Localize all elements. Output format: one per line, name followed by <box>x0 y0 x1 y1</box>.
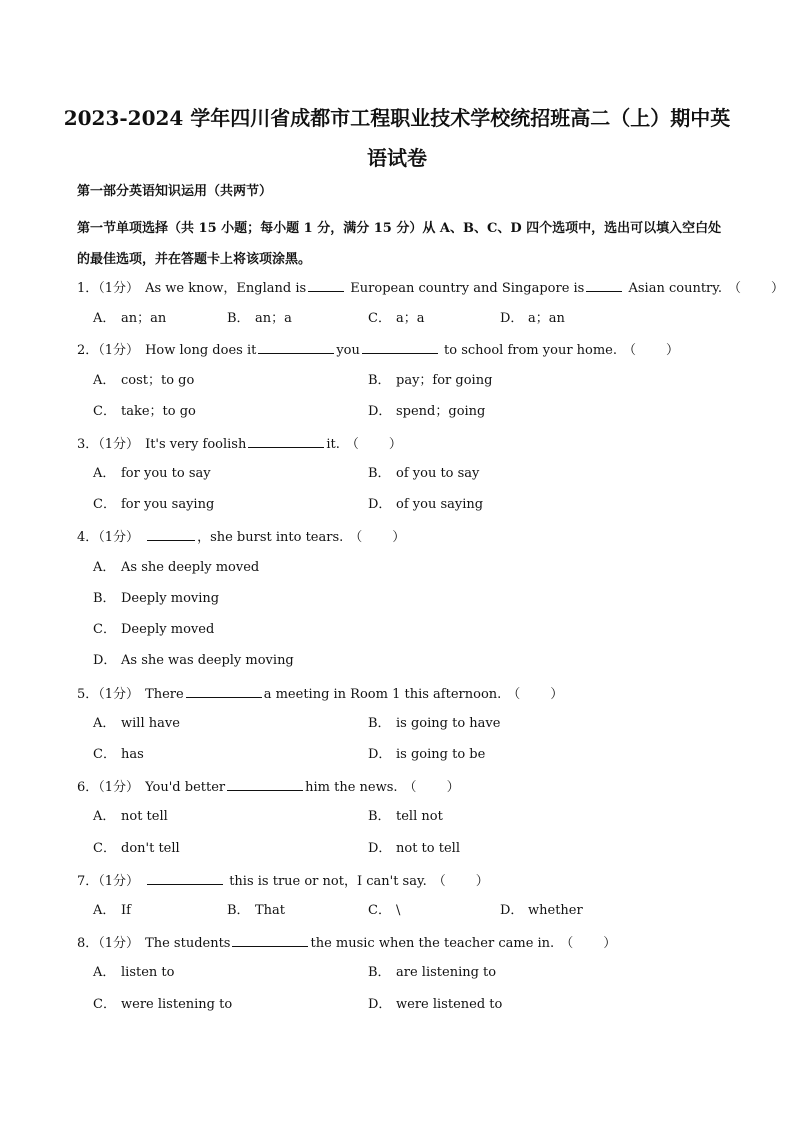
option-letter: B． <box>227 903 250 918</box>
option-text: not tell <box>121 809 168 824</box>
answer-paren-close: ） <box>550 687 564 702</box>
option-text: listen to <box>121 965 175 980</box>
question-6 <box>77 776 727 798</box>
option-d[interactable] <box>500 309 565 329</box>
option-d[interactable] <box>368 839 460 859</box>
answer-blank[interactable] <box>248 433 324 448</box>
answer-paren-close: ） <box>771 281 785 296</box>
option-letter: C． <box>368 903 391 918</box>
option-letter: D． <box>500 311 524 326</box>
answer-blank[interactable] <box>147 526 195 541</box>
question-text: Asian country. <box>624 281 723 296</box>
option-d[interactable] <box>368 995 502 1015</box>
option-letter: B． <box>227 311 250 326</box>
option-a[interactable] <box>93 558 259 578</box>
option-text: an；an <box>121 311 167 326</box>
question-number: 7． <box>77 874 99 889</box>
option-text: not to tell <box>396 841 460 856</box>
question-score: （1分） <box>98 874 140 889</box>
section-heading-part1: 第一部分英语知识运用（共两节） <box>77 184 273 199</box>
option-letter: D． <box>500 903 524 918</box>
question-text: the music when the teacher came in. <box>310 936 555 951</box>
answer-paren-open: （ <box>728 281 742 296</box>
option-letter: B． <box>368 716 391 731</box>
option-letter: C． <box>93 404 116 419</box>
question-text: you <box>336 343 360 358</box>
option-text: for you saying <box>121 497 215 512</box>
option-letter: A． <box>93 965 116 980</box>
question-score: （1分） <box>98 343 140 358</box>
option-text: has <box>121 747 144 762</box>
answer-paren-open: （ <box>403 780 417 795</box>
option-a[interactable] <box>93 714 180 734</box>
option-letter: D． <box>368 997 392 1012</box>
option-c[interactable] <box>368 901 400 921</box>
question-score: （1分） <box>98 687 140 702</box>
question-number: 3． <box>77 437 99 452</box>
answer-blank[interactable] <box>308 277 344 292</box>
question-score: （1分） <box>98 936 140 951</box>
option-text: is going to be <box>396 747 486 762</box>
option-text: a；an <box>528 311 565 326</box>
option-b[interactable] <box>93 589 219 609</box>
question-number: 2． <box>77 343 99 358</box>
option-b[interactable] <box>227 309 292 329</box>
option-text: are listening to <box>396 965 497 980</box>
option-d[interactable] <box>500 901 583 921</box>
question-score: （1分） <box>98 281 140 296</box>
question-number: 8． <box>77 936 99 951</box>
option-text: for you to say <box>121 466 211 481</box>
option-c[interactable] <box>93 620 214 640</box>
option-d[interactable] <box>368 495 483 515</box>
question-number: 6． <box>77 780 99 795</box>
option-letter: D． <box>368 404 392 419</box>
option-b[interactable] <box>368 371 492 391</box>
question-text: As we know，England is <box>145 281 307 296</box>
answer-blank[interactable] <box>362 339 438 354</box>
option-text: cost；to go <box>121 373 195 388</box>
question-text: It's very foolish <box>145 437 247 452</box>
option-text: were listening to <box>121 997 233 1012</box>
option-text: pay；for going <box>396 373 493 388</box>
option-letter: D． <box>368 497 392 512</box>
option-text: tell not <box>396 809 443 824</box>
option-letter: A． <box>93 466 116 481</box>
option-text: whether <box>528 903 583 918</box>
question-text: it. <box>326 437 340 452</box>
option-b[interactable] <box>368 464 479 484</box>
option-b[interactable] <box>368 963 496 983</box>
option-text: is going to have <box>396 716 501 731</box>
option-text: an；a <box>255 311 292 326</box>
option-letter: D． <box>368 747 392 762</box>
option-letter: D． <box>368 841 392 856</box>
answer-paren-open: （ <box>623 343 637 358</box>
question-text: a meeting in Room 1 this afternoon. <box>263 687 502 702</box>
option-a[interactable] <box>93 309 166 329</box>
option-letter: C． <box>368 311 391 326</box>
option-letter: D． <box>93 653 117 668</box>
option-d[interactable] <box>93 651 294 671</box>
option-a[interactable] <box>93 901 131 921</box>
option-letter: B． <box>368 466 391 481</box>
answer-blank[interactable] <box>186 683 262 698</box>
answer-blank[interactable] <box>232 932 308 947</box>
option-text: That <box>255 903 286 918</box>
answer-paren-open: （ <box>345 437 359 452</box>
question-score: （1分） <box>98 530 140 545</box>
option-text: spend；going <box>396 404 486 419</box>
question-text: to school from your home. <box>439 343 618 358</box>
question-number: 4． <box>77 530 99 545</box>
question-text: ，she burst into tears. <box>197 530 344 545</box>
option-letter: C． <box>93 497 116 512</box>
question-text: You'd better <box>145 780 226 795</box>
section-instructions: 第一节单项选择（共 15 小题；每小题 1 分，满分 15 分）从 A、B、C、D 四个选项中，选出可以填入空白处的最佳选项，并在答题卡上将该项涂黑。 <box>77 221 722 267</box>
option-c[interactable] <box>368 309 425 329</box>
option-b[interactable] <box>368 807 443 827</box>
question-2 <box>77 339 727 361</box>
question-score: （1分） <box>98 437 140 452</box>
answer-blank[interactable] <box>586 277 622 292</box>
option-b[interactable] <box>368 714 500 734</box>
answer-blank[interactable] <box>227 776 303 791</box>
option-text: of you to say <box>396 466 480 481</box>
option-a[interactable] <box>93 963 174 983</box>
option-c[interactable] <box>93 839 180 859</box>
option-text: of you saying <box>396 497 484 512</box>
option-text: As she was deeply moving <box>121 653 294 668</box>
option-c[interactable] <box>93 402 196 422</box>
option-letter: C． <box>93 622 116 637</box>
question-score: （1分） <box>98 780 140 795</box>
option-letter: A． <box>93 903 116 918</box>
answer-paren-open: （ <box>432 874 446 889</box>
option-d[interactable] <box>368 402 485 422</box>
option-letter: B． <box>368 809 391 824</box>
option-text: a；a <box>396 311 425 326</box>
question-3 <box>77 433 727 455</box>
option-a[interactable] <box>93 464 211 484</box>
option-letter: C． <box>93 997 116 1012</box>
option-text: \ <box>396 903 401 918</box>
option-text: will have <box>121 716 180 731</box>
option-c[interactable] <box>93 495 214 515</box>
answer-paren-close: ） <box>446 780 460 795</box>
answer-paren-close: ） <box>603 936 617 951</box>
option-letter: C． <box>93 747 116 762</box>
question-1 <box>77 277 785 299</box>
answer-paren-open: （ <box>349 530 363 545</box>
option-letter: A． <box>93 560 116 575</box>
option-letter: B． <box>93 591 116 606</box>
question-8 <box>77 932 727 954</box>
question-text: this is true or not，I can't say. <box>225 874 427 889</box>
exam-title-line2: 语试卷 <box>367 146 427 170</box>
question-number: 5． <box>77 687 99 702</box>
option-a[interactable] <box>93 807 168 827</box>
option-text: take；to go <box>121 404 196 419</box>
answer-paren-open: （ <box>560 936 574 951</box>
option-letter: A． <box>93 373 116 388</box>
option-c[interactable] <box>93 745 144 765</box>
answer-paren-close: ） <box>388 437 402 452</box>
question-text: him the news. <box>305 780 398 795</box>
option-letter: A． <box>93 809 116 824</box>
question-7 <box>77 870 727 892</box>
answer-blank[interactable] <box>258 339 334 354</box>
question-number: 1． <box>77 281 99 296</box>
option-text: Deeply moving <box>121 591 220 606</box>
answer-paren-close: ） <box>392 530 406 545</box>
answer-paren-close: ） <box>666 343 680 358</box>
question-text: European country and Singapore is <box>346 281 585 296</box>
option-a[interactable] <box>93 371 194 391</box>
answer-paren-close: ） <box>475 874 489 889</box>
option-letter: A． <box>93 716 116 731</box>
question-5 <box>77 683 727 705</box>
option-c[interactable] <box>93 995 232 1015</box>
answer-blank[interactable] <box>147 870 223 885</box>
option-d[interactable] <box>368 745 485 765</box>
question-4 <box>77 526 727 548</box>
exam-title <box>60 98 734 178</box>
option-letter: C． <box>93 841 116 856</box>
option-letter: B． <box>368 965 391 980</box>
question-text: There <box>145 687 184 702</box>
answer-paren-open: （ <box>507 687 521 702</box>
option-text: If <box>121 903 131 918</box>
option-letter: B． <box>368 373 391 388</box>
option-text: As she deeply moved <box>121 560 260 575</box>
option-text: don't tell <box>121 841 180 856</box>
question-text: How long does it <box>145 343 257 358</box>
option-text: were listened to <box>396 997 503 1012</box>
exam-title-line1: 2023-2024 学年四川省成都市工程职业技术学校统招班高二（上）期中英 <box>63 106 731 130</box>
question-text: The students <box>145 936 231 951</box>
option-b[interactable] <box>227 901 285 921</box>
option-letter: A． <box>93 311 116 326</box>
option-text: Deeply moved <box>121 622 215 637</box>
